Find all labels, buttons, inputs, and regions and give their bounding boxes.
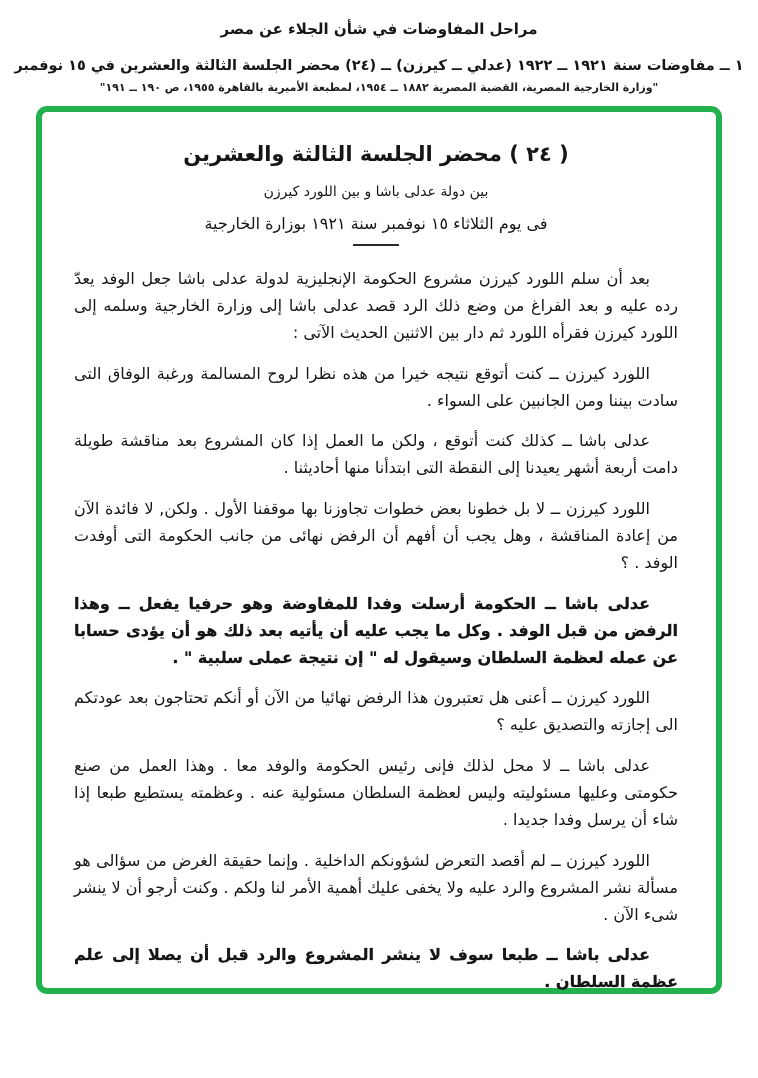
paragraph-curzon-4: اللورد كيرزن ــ لم أقصد التعرض لشؤونكم الداخلية . وإنما حقيقة الغرض من سؤالى هو مسألة نشر المشروع والرد عليه ولا يخفى عليك أهمية الأمر لنا ولكم . وكنت أرجو أن لا ينشر شىء الآن . bbox=[74, 850, 678, 924]
title-divider bbox=[353, 244, 399, 246]
document-subtitle: بين دولة عدلى باشا و بين اللورد كيرزن bbox=[263, 184, 489, 200]
document-body bbox=[74, 266, 678, 996]
document-title: ( ٢٤ ) محضر الجلسة الثالثة والعشرين bbox=[183, 142, 569, 166]
paragraph-adli-4: عدلى باشا ــ طبعا سوف لا ينشر المشروع والرد قبل أن يصلا إلى علم عظمة السلطان . bbox=[74, 945, 678, 992]
header-series-title: مراحل المفاوضات في شأن الجلاء عن مصر bbox=[220, 20, 538, 38]
paragraph-curzon-1: اللورد كيرزن ــ كنت أتوقع نتيجه خيرا من هذه نظرا لروح المسالمة ورغبة الوفاق التى سادت بيننا ومن الجانبين على السواء . bbox=[74, 363, 678, 410]
document-dateline: فى يوم الثلاثاء ١٥ نوفمبر سنة ١٩٢١ بوزارة الخارجية bbox=[204, 214, 548, 233]
paragraph-adli-3: عدلى باشا ــ لا محل لذلك فإنى رئيس الحكومة والوفد معا . وهذا العمل من صنع حكومتى وعليها مسئوليته وليس لعظمة السلطان مسئولية عنه . وعظمته يستطيع طبعا إذا شاء أن يرسل وفدا جديدا . bbox=[74, 756, 678, 829]
paragraph-introduction: بعد أن سلم اللورد كيرزن مشروع الحكومة الإنجليزية لدولة عدلى باشا جعل الوفد يعدّ رده عليه و بعد الفراغ من وضع ذلك الرد قصد عدلى باشا إلى وزارة الخارجية وسلمه إلى اللورد كيرزن فقرأه اللورد ثم دار بين الاثنين الحديث الآتى : bbox=[74, 269, 678, 342]
paragraph-adli-2: عدلى باشا ــ الحكومة أرسلت وفدا للمفاوضة وهو حرفيا يفعل ــ وهذا الرفض من قبل الوفد . وكل ما يجب عليه أن يأتيه بعد ذلك هو أن يؤدى حسابا عن عمله لعظمة السلطان وسيقول له " إن نتيجة عملى سلبية " . bbox=[74, 593, 678, 667]
paragraph-adli-1: عدلى باشا ــ كذلك كنت أتوقع ، ولكن ما العمل إذا كان المشروع بعد مناقشة طويلة دامت أربعة أشهر يعيدنا إلى النقطة التى ابتدأنا منها أحاديثنا . bbox=[74, 431, 678, 478]
paragraph-curzon-2: اللورد كيرزن ــ لا بل خطونا بعض خطوات تجاوزنا بها موقفنا الأول . ولكن, لا فائدة الآن من إعادة المناقشة ، وهل يجب أن أفهم أن الرفض نهائى من جانب الحكومة التى أوفدت الوفد . ؟ bbox=[74, 499, 678, 572]
paragraph-curzon-3: اللورد كيرزن ــ أعنى هل تعتبرون هذا الرفض نهائيا من الآن أو أنكم تحتاجون بعد عودتكم الى إجازته والتصديق عليه ؟ bbox=[74, 688, 678, 735]
document-frame bbox=[36, 106, 722, 994]
header-source-citation: "وزارة الخارجية المصرية، القضية المصرية ١٨٨٢ ــ ١٩٥٤، لمطبعة الأميرية بالقاهرة ١٩٥٥، ص ١٩٠ ــ ١٩١" bbox=[99, 81, 659, 94]
page-header bbox=[0, 0, 758, 94]
header-session-title: ١ ــ مفاوضات سنة ١٩٢١ ــ ١٩٢٢ (عدلي ــ كيرزن) ــ (٢٤) محضر الجلسة الثالثة والعشرين في ١٥ نوفمبر bbox=[14, 58, 744, 74]
